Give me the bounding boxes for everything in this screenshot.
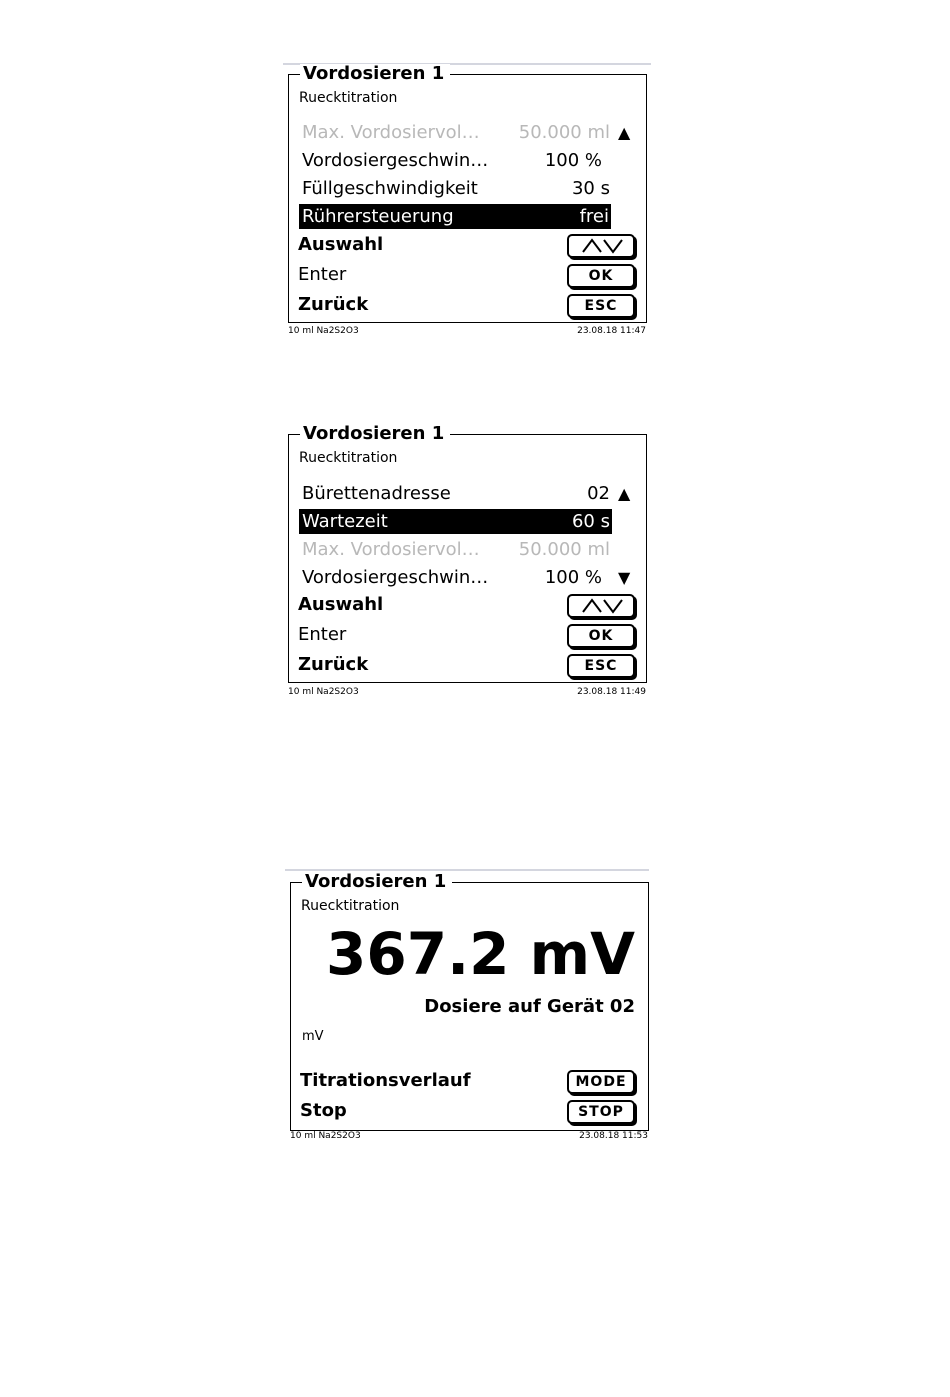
key-label-enter: Enter [298,264,347,285]
param-label: Vordosiergeschwin… [302,150,489,171]
up-down-arrows-icon [571,236,631,256]
param-label: Max. Vordosiervol… [302,122,480,143]
param-value: 60 s [571,511,610,532]
ok-button[interactable]: OK [567,264,635,288]
titrator-screen-1 [285,64,647,344]
stop-button[interactable]: STOP [567,1100,635,1124]
menu-title: Vordosieren 1 [300,424,450,444]
key-label-zurueck: Zurück [298,654,369,675]
esc-button[interactable]: ESC [567,294,635,318]
scroll-up-arrow-icon: ▲ [618,484,631,503]
scroll-down-arrow-icon: ▼ [618,568,631,587]
up-down-arrows-icon [571,596,631,616]
key-label-stop: Stop [300,1100,347,1121]
titrator-screen-3 [287,872,649,1152]
reagent-label: 10 ml Na2S2O3 [290,1131,361,1141]
param-row-max-vordosiervolumen[interactable] [299,120,612,145]
menu-subtitle: Ruecktitration [299,90,398,106]
scroll-up-arrow-icon: ▲ [618,123,631,142]
mode-button[interactable]: MODE [567,1070,635,1094]
key-label-titrationsverlauf: Titrationsverlauf [300,1070,471,1091]
unit-label: mV [302,1029,324,1044]
key-label-auswahl: Auswahl [298,234,384,255]
datetime-label: 23.08.18 11:53 [579,1131,648,1141]
datetime-label: 23.08.18 11:49 [577,687,646,697]
titrator-screen-2 [285,424,647,704]
param-row-wartezeit[interactable] [299,509,612,534]
up-down-button[interactable] [567,594,635,618]
menu-subtitle: Ruecktitration [301,898,400,914]
up-down-button[interactable] [567,234,635,258]
key-label-enter: Enter [298,624,347,645]
menu-subtitle: Ruecktitration [299,450,398,466]
param-label: Bürettenadresse [302,483,451,504]
param-value: 100 % [544,567,602,588]
param-row-buerettenadresse[interactable] [299,481,612,506]
esc-button[interactable]: ESC [567,654,635,678]
dosing-status: Dosiere auf Gerät 02 [424,996,635,1017]
datetime-label: 23.08.18 11:47 [577,326,646,336]
param-row-max-vordosiervolumen[interactable] [299,537,612,562]
measurement-value: 367.2 mV [326,920,635,988]
param-row-fuellgeschwindigkeit[interactable] [299,176,612,201]
param-row-vordosiergeschwindigkeit[interactable] [299,565,612,590]
param-value: frei [579,206,609,227]
param-label: Vordosiergeschwin… [302,567,489,588]
param-value: 50.000 ml [518,539,610,560]
reagent-label: 10 ml Na2S2O3 [288,687,359,697]
key-label-auswahl: Auswahl [298,594,384,615]
param-label: Wartezeit [302,511,388,532]
key-label-zurueck: Zurück [298,294,369,315]
reagent-label: 10 ml Na2S2O3 [288,326,359,336]
menu-title: Vordosieren 1 [302,872,452,892]
ok-button[interactable]: OK [567,624,635,648]
param-value: 50.000 ml [518,122,610,143]
param-row-ruehrersteuerung[interactable] [299,204,611,229]
param-value: 30 s [571,178,610,199]
param-label: Max. Vordosiervol… [302,539,480,560]
param-value: 02 [587,483,610,504]
param-row-vordosiergeschwindigkeit[interactable] [299,148,612,173]
param-label: Füllgeschwindigkeit [302,178,478,199]
param-label: Rührersteuerung [302,206,454,227]
menu-title: Vordosieren 1 [300,64,450,84]
param-value: 100 % [544,150,602,171]
